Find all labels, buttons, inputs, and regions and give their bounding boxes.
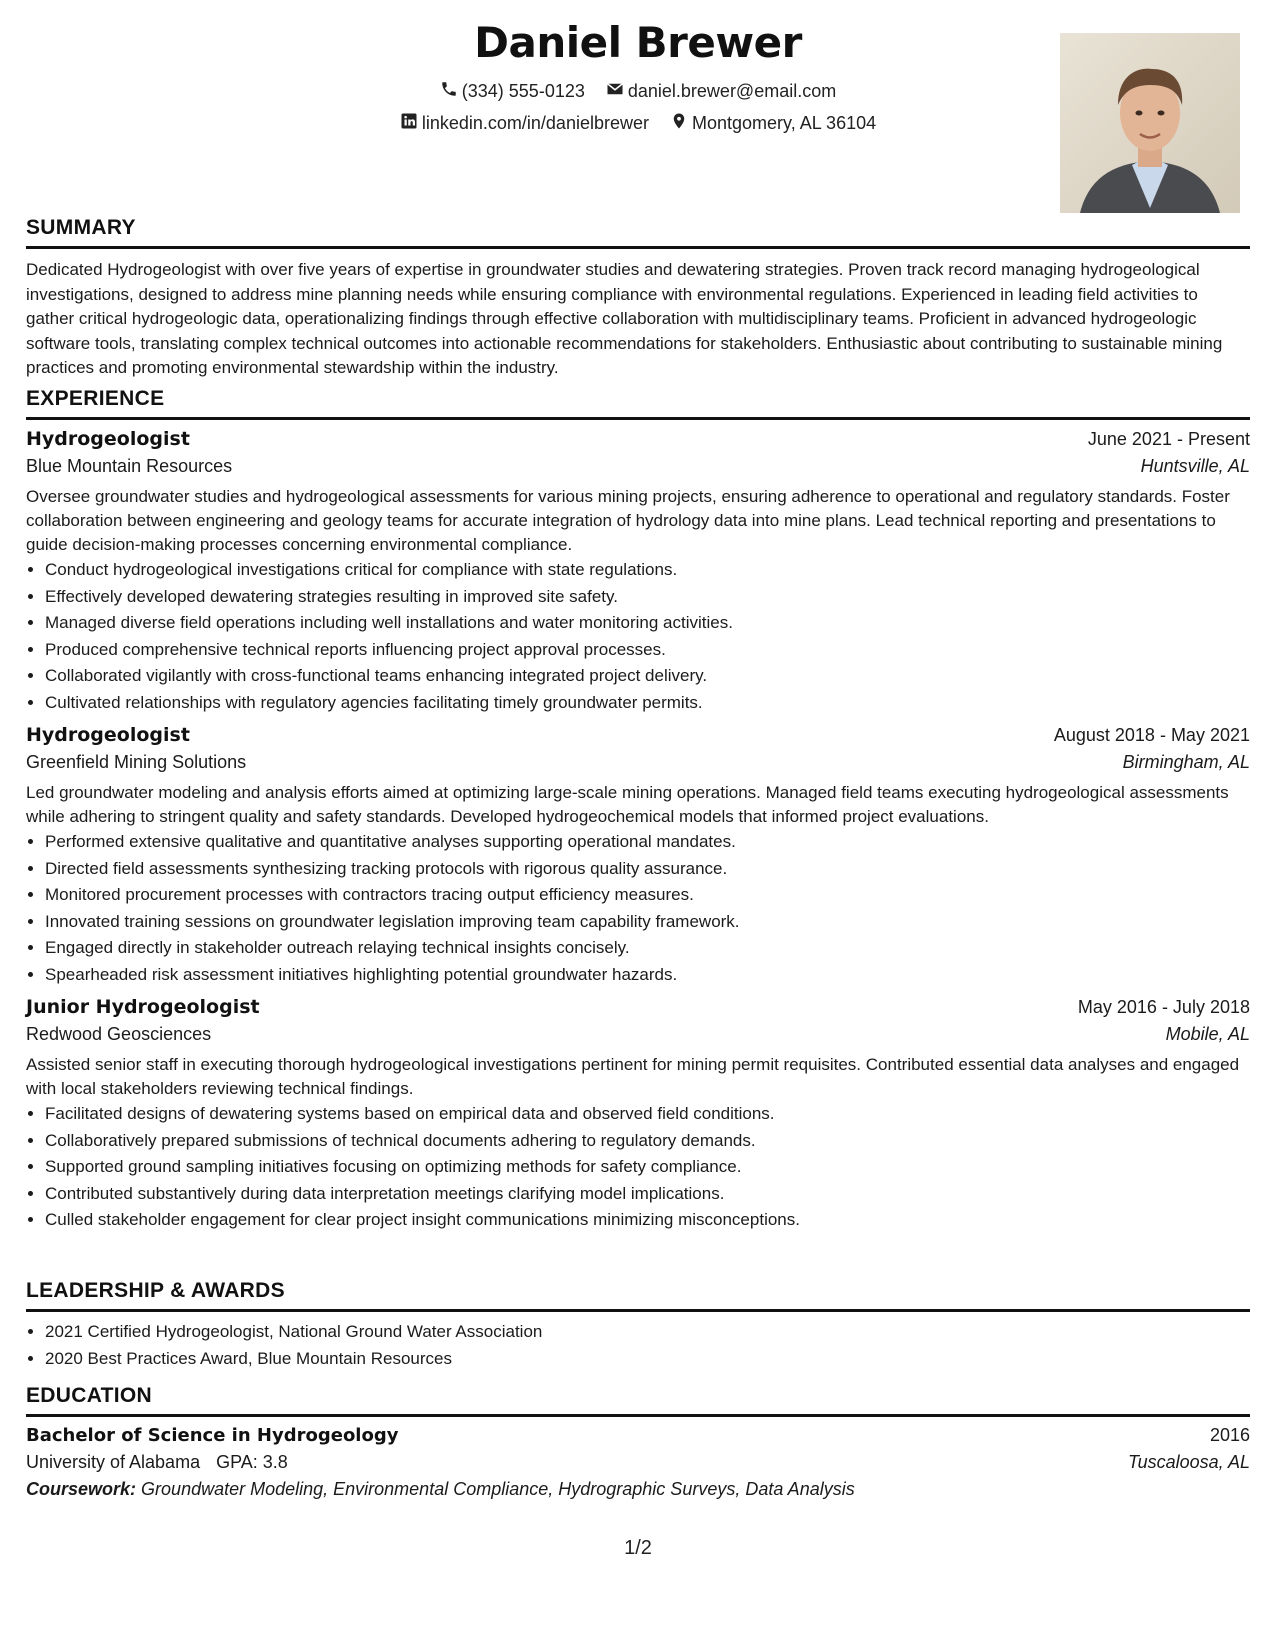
job-entry [26,724,1250,988]
list-item: • Directed field assessments synthesizing tracking protocols with rigorous quality assurance. [45,856,1250,883]
envelope-icon [606,80,628,103]
phone-icon [440,80,462,103]
job-entry [26,428,1250,716]
list-item: • Spearheaded risk assessment initiatives highlighting potential groundwater hazards. [45,962,1250,989]
job-entry [26,996,1250,1234]
job-bullets [26,1101,1250,1234]
job-dates: May 2016 - July 2018 [1077,997,1250,1017]
job-location: Huntsville, AL [1140,456,1250,476]
school-name: University of Alabama [26,1452,201,1472]
list-item: • Monitored procurement processes with contractors tracing output efficiency measures. [45,882,1250,909]
phone-text: (334) 555-0123 [461,81,585,101]
list-item: • Collaboratively prepared submissions of technical documents adhering to regulatory demands. [45,1128,1250,1155]
contact-location [670,112,876,135]
job-company: Greenfield Mining Solutions [26,752,247,772]
job-title: Hydrogeologist [26,724,190,746]
contact-linkedin[interactable] [400,112,649,135]
job-dates: August 2018 - May 2021 [1053,725,1250,745]
resume-header [26,0,1250,215]
list-item: • Produced comprehensive technical reports influencing project approval processes. [45,637,1250,664]
list-item: • Supported ground sampling initiatives focusing on optimizing methods for safety compliance. [45,1154,1250,1181]
linkedin-link[interactable]: linkedin.com/in/danielbrewer [421,113,649,133]
job-description: Led groundwater modeling and analysis efforts aimed at optimizing large-scale mining operations. Managed field teams executing hydrogeological assessments while adhering to stringent quality and safety standards. Developed hydrogeochemical models that informed project evaluations. [26,783,1229,826]
summary-section [26,216,1250,381]
job-description: Assisted senior staff in executing thorough hydrogeological investigations pertinent for mining permit requisites. Contributed essential data analyses and engaged with local stakeholders reviewing technical findings. [26,1055,1240,1098]
awards-list [26,1319,1250,1372]
degree-title: Bachelor of Science in Hydrogeology [26,1425,399,1446]
education-heading: EDUCATION [26,1384,1250,1417]
list-item: • Managed diverse field operations including well installations and water monitoring activities. [45,610,1250,637]
profile-photo [1060,33,1240,213]
coursework-label: Coursework: [26,1479,137,1499]
experience-heading: EXPERIENCE [26,387,1250,420]
leadership-section [26,1279,1250,1372]
list-item: • Engaged directly in stakeholder outreach relaying technical insights concisely. [45,935,1250,962]
job-location: Birmingham, AL [1122,752,1250,772]
education-location: Tuscaloosa, AL [1127,1452,1250,1472]
map-pin-icon [670,112,692,135]
education-section [26,1384,1250,1500]
contact-phone [440,80,585,103]
list-item: • Contributed substantively during data interpretation meetings clarifying model implications. [45,1181,1250,1208]
job-company: Redwood Geosciences [26,1024,212,1044]
school-line [26,1452,288,1473]
job-title: Junior Hydrogeologist [26,996,260,1018]
candidate-name: Daniel Brewer [474,18,802,67]
job-location: Mobile, AL [1165,1024,1250,1044]
linkedin-icon [400,112,422,135]
location-text: Montgomery, AL 36104 [692,113,877,133]
list-item: • Performed extensive qualitative and quantitative analyses supporting operational mandates. [45,829,1250,856]
summary-text: Dedicated Hydrogeologist with over five years of expertise in groundwater studies and dewatering strategies. Proven track record managing hydrogeological investigations, designed to address mine planning needs while ensuring compliance with environmental regulations. Experienced in leading field activities to gather critical hydrogeologic data, operationalizing findings through effective collaboration with multidisciplinary teams. Proficient in advanced hydrogeologic software tools, translating complex technical outcomes into actionable recommendations for stakeholders. Enthusiastic about contributing to sustainable mining practices and promoting environmental stewardship within the industry. [26,260,1223,377]
list-item: • 2021 Certified Hydrogeologist, National Ground Water Association [45,1319,1250,1346]
job-bullets [26,557,1250,716]
gpa: GPA: 3.8 [216,1452,288,1472]
list-item: • Innovated training sessions on groundwater legislation improving team capability framework. [45,909,1250,936]
job-bullets [26,829,1250,988]
list-item: • Conduct hydrogeological investigations critical for compliance with state regulations. [45,557,1250,584]
leadership-heading: LEADERSHIP & AWARDS [26,1279,1250,1312]
summary-heading: SUMMARY [26,216,1250,249]
list-item: • 2020 Best Practices Award, Blue Mountain Resources [45,1346,1250,1373]
resume-page [26,0,1250,1650]
email-link[interactable]: daniel.brewer@email.com [627,81,837,101]
job-title: Hydrogeologist [26,428,190,450]
contact-email[interactable] [606,80,836,103]
list-item: • Cultivated relationships with regulatory agencies facilitating timely groundwater permits. [45,690,1250,717]
coursework [26,1479,1250,1500]
job-company: Blue Mountain Resources [26,456,233,476]
job-description: Oversee groundwater studies and hydrogeological assessments for various mining projects, ensuring adherence to operational and regulatory standards. Foster collaboration between engineering and geology teams for accurate integration of hydrology data into mine plans. Lead technical reporting and presentations to guide decision-making processes concerning environmental compliance. [26,487,1230,554]
education-year: 2016 [1209,1425,1250,1445]
experience-section [26,387,1250,1234]
page-number: 1/2 [624,1537,652,1559]
list-item: • Collaborated vigilantly with cross-functional teams enhancing integrated project delivery. [45,663,1250,690]
list-item: • Culled stakeholder engagement for clear project insight communications minimizing misconceptions. [45,1207,1250,1234]
job-dates: June 2021 - Present [1087,429,1250,449]
list-item: • Effectively developed dewatering strategies resulting in improved site safety. [45,584,1250,611]
list-item: • Facilitated designs of dewatering systems based on empirical data and observed field conditions. [45,1101,1250,1128]
coursework-text: Groundwater Modeling, Environmental Compliance, Hydrographic Surveys, Data Analysis [141,1479,855,1499]
